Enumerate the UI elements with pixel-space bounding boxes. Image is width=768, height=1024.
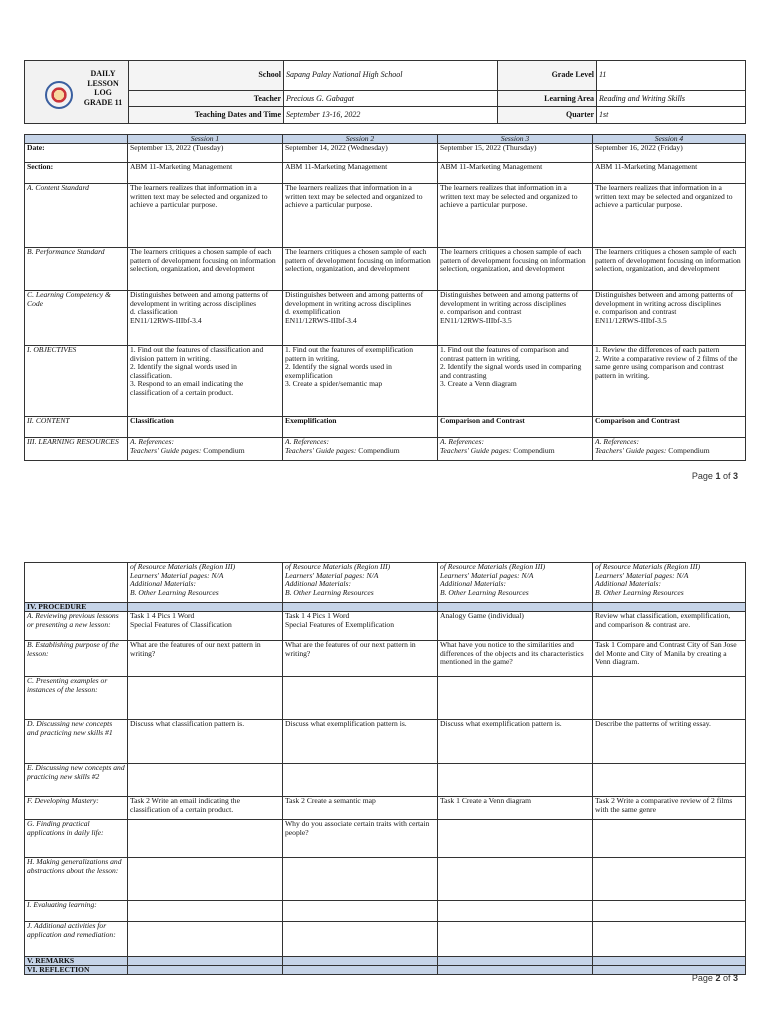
session-3-cell [438,922,593,957]
session-1-cell [128,764,283,797]
row-label: B. Establishing purpose of the lesson: [25,641,128,677]
band-cell [128,957,283,966]
session-4-cell: Task 1 Compare and Contrast City of San Jose del Monte and City of Manila by creating a Venn diagram. [593,641,746,677]
session-4-cell: The learners realizes that information in a written text may be selected and organized to achieve a particular purpose. [593,184,746,248]
session-1-header: Session 1 [128,135,283,144]
learning-area-label: Learning Area [498,90,597,107]
band-cell [593,957,746,966]
session-2-cell [283,438,438,461]
row-label: C. Presenting examples or instances of the lesson: [25,677,128,720]
footer-page-num: 1 [715,471,721,481]
session-2-cell: The learners critiques a chosen sample of each pattern of development focusing on information selection, organization, and development [283,248,438,291]
reflection-label: VI. REFLECTION [25,966,128,975]
resources-cell: of Resource Materials (Region III) Learners' Material pages: N/A Additional Materials: B. Other Learning Resources [128,563,283,603]
guide-label: Teachers' Guide pages: [285,445,359,455]
blank-cell [25,135,128,144]
title-line: GRADE 11 [83,97,123,107]
table-row [25,720,746,764]
session-4-cell: ABM 11-Marketing Management [593,163,746,184]
session-4-cell: The learners critiques a chosen sample of each pattern of development focusing on information selection, organization, and development [593,248,746,291]
row-label: D. Discussing new concepts and practicing new skills #1 [25,720,128,764]
row-label: Section: [25,163,128,184]
session-3-cell: Comparison and Contrast [438,417,593,438]
session-3-cell [438,764,593,797]
session-3-cell: Distinguishes between and among patterns of development in writing across disciplines e. comparison and contrast EN11/12RWS-IIIbf-3.5 [438,291,593,346]
footer-prefix: Page [691,973,716,983]
references-label: A. References: [595,437,639,446]
session-3-cell [438,858,593,901]
page2-rows [25,612,746,957]
session-2-cell: Distinguishes between and among patterns of development in writing across disciplines d. exemplification EN11/12RWS-IIIbf-3.4 [283,291,438,346]
session-1-cell [128,858,283,901]
row-label: A. Reviewing previous lessons or presenting a new lesson: [25,612,128,641]
session-3-cell: ABM 11-Marketing Management [438,163,593,184]
band-cell [128,966,283,975]
table-row [25,291,746,346]
session-2-cell: ABM 11-Marketing Management [283,163,438,184]
footer-prefix: Page [691,471,716,481]
session-1-cell: The learners realizes that information in a written text may be selected and organized to achieve a particular purpose. [128,184,283,248]
table-row [25,438,746,461]
school-label: School [129,61,284,91]
table-row [25,820,746,858]
quarter-value: 1st [597,107,746,124]
table-row [25,922,746,957]
session-3-cell: The learners critiques a chosen sample of each pattern of development focusing on information selection, organization, and development [438,248,593,291]
table-row [25,764,746,797]
row-label: I. Evaluating learning: [25,901,128,922]
resources-cell: of Resource Materials (Region III) Learners' Material pages: N/A Additional Materials: B. Other Learning Resources [283,563,438,603]
page1-session-table [24,134,746,461]
session-2-cell: Discuss what exemplification pattern is. [283,720,438,764]
session-3-header: Session 3 [438,135,593,144]
session-2-cell [283,858,438,901]
references-label: A. References: [285,437,329,446]
session-4-cell: Comparison and Contrast [593,417,746,438]
footer-of: of [720,471,733,481]
band-cell [283,603,438,612]
band-cell [283,966,438,975]
session-4-cell: Describe the patterns of writing essay. [593,720,746,764]
session-1-cell: What are the features of our next pattern in writing? [128,641,283,677]
session-2-cell: Task 1 4 Pics 1 Word Special Features of Exemplification [283,612,438,641]
session-1-cell: Task 1 4 Pics 1 Word Special Features of Classification [128,612,283,641]
row-label: J. Additional activities for application and remediation: [25,922,128,957]
row-label: C. Learning Competency & Code [25,291,128,346]
table-row [25,417,746,438]
dates-label: Teaching Dates and Time [129,107,284,124]
remarks-band [25,957,746,966]
session-4-cell: Task 2 Write a comparative review of 2 films with the same genre [593,797,746,820]
row-label [25,563,128,603]
session-2-cell [283,764,438,797]
session-4-cell [593,820,746,858]
session-2-cell: What are the features of our next pattern in writing? [283,641,438,677]
session-2-cell: Exemplification [283,417,438,438]
session-4-cell [593,858,746,901]
deped-seal-icon [45,81,73,109]
dates-value: September 13-16, 2022 [284,107,498,124]
references-label: A. References: [440,437,484,446]
header-block [24,60,745,124]
session-2-cell [283,901,438,922]
session-2-cell: Why do you associate certain traits with certain people? [283,820,438,858]
footer-of: of [720,973,733,983]
row-label: II. CONTENT [25,417,128,438]
table-row [25,184,746,248]
guide-label: Teachers' Guide pages: [440,445,514,455]
grade-label: Grade Level [498,61,597,91]
resources-cell: of Resource Materials (Region III) Learners' Material pages: N/A Additional Materials: B. Other Learning Resources [438,563,593,603]
footer-page-num: 2 [715,973,721,983]
session-2-header: Session 2 [283,135,438,144]
session-1-cell [128,438,283,461]
table-row [25,346,746,417]
procedure-label: IV. PROCEDURE [25,603,128,612]
table-row [25,677,746,720]
title-line: LESSON [87,78,119,88]
dll-title [83,69,123,107]
session-2-cell: September 14, 2022 (Wednesday) [283,144,438,163]
session-4-cell [593,901,746,922]
session-1-cell: September 13, 2022 (Tuesday) [128,144,283,163]
resources-cont-row [25,563,746,603]
session-1-cell: Distinguishes between and among patterns of development in writing across disciplines d. classification EN11/12RWS-IIIbf-3.4 [128,291,283,346]
row-label: E. Discussing new concepts and practicing new skills #2 [25,764,128,797]
remarks-label: V. REMARKS [25,957,128,966]
session-1-cell: The learners critiques a chosen sample of each pattern of development focusing on information selection, organization, and development [128,248,283,291]
session-1-cell: Classification [128,417,283,438]
school-value: Sapang Palay National High School [284,61,498,91]
footer-total: 3 [732,973,738,983]
session-3-cell: September 15, 2022 (Thursday) [438,144,593,163]
page-footer-2 [692,973,738,983]
row-label: I. OBJECTIVES [25,346,128,417]
row-label: G. Finding practical applications in daily life: [25,820,128,858]
page1-session-block [24,134,745,461]
row-label: B. Performance Standard [25,248,128,291]
row-label: F. Developing Mastery: [25,797,128,820]
table-row [25,797,746,820]
session-3-cell: 1. Find out the features of comparison and contrast pattern in writing. 2. Identify the signal words used in comparing and contrasting 3. Create a Venn diagram [438,346,593,417]
session-1-cell [128,677,283,720]
guide-label: Teachers' Guide pages: [595,445,669,455]
footer-total: 3 [732,471,738,481]
page1-rows [25,144,746,461]
session-3-cell [438,820,593,858]
table-row [25,858,746,901]
session-4-cell: Review what classification, exemplification, and comparison & contrast are. [593,612,746,641]
session-1-cell [128,901,283,922]
title-line: DAILY [90,69,116,78]
resources-cell: of Resource Materials (Region III) Learners' Material pages: N/A Additional Materials: B. Other Learning Resources [593,563,746,603]
header-table [24,60,746,124]
session-3-cell: Discuss what exemplification pattern is. [438,720,593,764]
session-1-cell: Task 2 Write an email indicating the classification of a certain product. [128,797,283,820]
guide-value: Compendium [668,445,710,455]
band-cell [438,603,593,612]
table-row [25,612,746,641]
dll-title-cell [25,61,129,124]
row-label: III. LEARNING RESOURCES [25,438,128,461]
session-4-cell: September 16, 2022 (Friday) [593,144,746,163]
band-cell [128,603,283,612]
procedure-band [25,603,746,612]
session-3-cell [438,901,593,922]
guide-value: Compendium [203,445,245,455]
session-4-cell [593,677,746,720]
session-1-cell [128,922,283,957]
session-3-cell: Analogy Game (individual) [438,612,593,641]
session-2-cell: 1. Find out the features of exemplification pattern in writing. 2. Identify the signal words used in exemplification 3. Create a spider/semantic map [283,346,438,417]
session-3-cell [438,677,593,720]
session-4-cell [593,922,746,957]
session-1-cell: ABM 11-Marketing Management [128,163,283,184]
session-4-header: Session 4 [593,135,746,144]
band-cell [438,966,593,975]
teacher-label: Teacher [129,90,284,107]
row-label: A. Content Standard [25,184,128,248]
band-cell [593,603,746,612]
session-1-cell: Discuss what classification pattern is. [128,720,283,764]
page2-table [24,562,746,975]
table-row [25,163,746,184]
table-row [25,144,746,163]
references-label: A. References: [130,437,174,446]
row-label: Date: [25,144,128,163]
session-2-cell: Task 2 Create a semantic map [283,797,438,820]
session-3-cell: What have you notice to the similarities and differences of the objects and its characteristics mentioned in the game? [438,641,593,677]
session-3-cell [438,438,593,461]
guide-value: Compendium [358,445,400,455]
table-row [25,248,746,291]
session-1-cell [128,820,283,858]
title-line: LOG [94,88,112,97]
session-4-cell: 1. Review the differences of each pattern 2. Write a comparative review of 2 films of the same genre using comparison and contrast pattern in writing. [593,346,746,417]
session-3-cell: The learners realizes that information in a written text may be selected and organized to achieve a particular purpose. [438,184,593,248]
session-3-cell: Task 1 Create a Venn diagram [438,797,593,820]
session-4-cell [593,764,746,797]
learning-area-value: Reading and Writing Skills [597,90,746,107]
guide-label: Teachers' Guide pages: [130,445,204,455]
session-1-cell: 1. Find out the features of classification and division pattern in writing. 2. Identify the signal words used in classification. 3. Respond to an email indicating the classification of a certain product. [128,346,283,417]
session-2-cell [283,922,438,957]
session-2-cell [283,677,438,720]
session-4-cell [593,438,746,461]
session-2-cell: The learners realizes that information in a written text may be selected and organized to achieve a particular purpose. [283,184,438,248]
session-header-row [25,135,746,144]
band-cell [438,957,593,966]
table-row [25,901,746,922]
teacher-value: Precious G. Gabagat [284,90,498,107]
quarter-label: Quarter [498,107,597,124]
page-footer-1 [692,471,738,481]
page2-block [24,562,745,975]
session-4-cell: Distinguishes between and among patterns of development in writing across disciplines e. comparison and contrast EN11/12RWS-IIIbf-3.5 [593,291,746,346]
band-cell [283,957,438,966]
row-label: H. Making generalizations and abstractions about the lesson: [25,858,128,901]
grade-value: 11 [597,61,746,91]
table-row [25,641,746,677]
reflection-band [25,966,746,975]
guide-value: Compendium [513,445,555,455]
